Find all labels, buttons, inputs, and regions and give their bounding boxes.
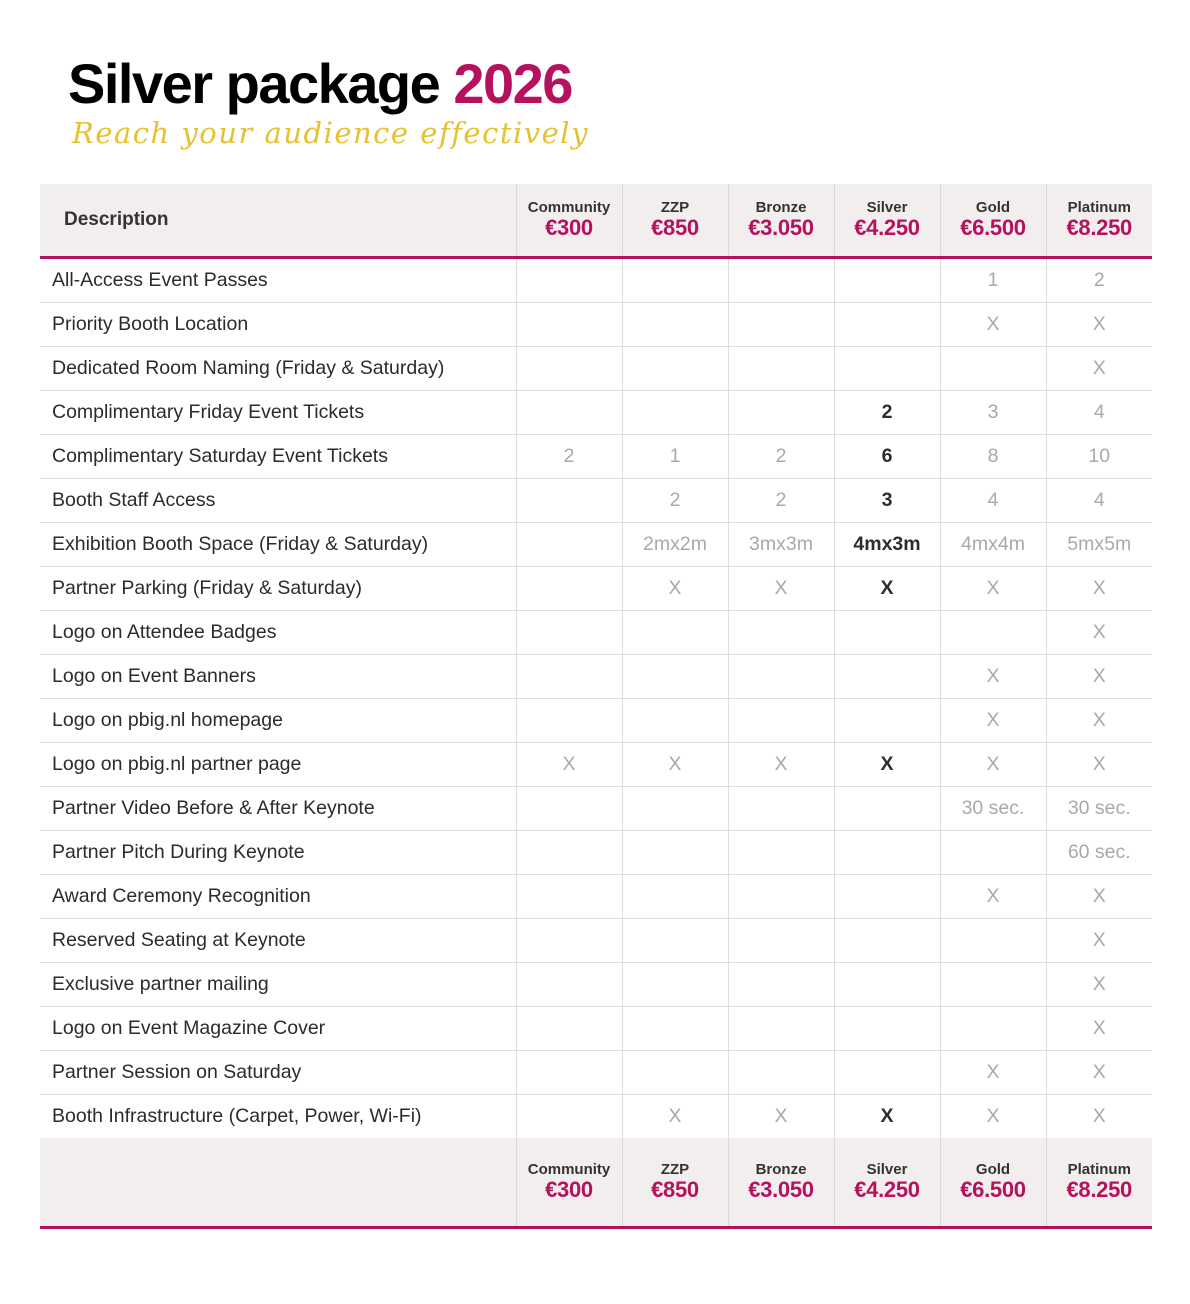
feature-value-zzp: X <box>622 1095 728 1139</box>
package-name: Bronze <box>755 1160 807 1178</box>
feature-label: All-Access Event Passes <box>40 258 516 303</box>
feature-value-gold: 30 sec. <box>940 787 1046 831</box>
feature-label: Complimentary Saturday Event Tickets <box>40 435 516 479</box>
table-row <box>40 303 1152 347</box>
feature-value-platinum: X <box>1046 611 1152 655</box>
table-row <box>40 1051 1152 1095</box>
feature-value-gold: X <box>940 1095 1046 1139</box>
feature-label: Partner Video Before & After Keynote <box>40 787 516 831</box>
header-package-bronze <box>728 184 834 258</box>
feature-value-zzp <box>622 655 728 699</box>
footer-package-silver <box>834 1138 940 1228</box>
feature-value-gold <box>940 919 1046 963</box>
feature-value-gold <box>940 611 1046 655</box>
package-name: Silver <box>866 198 908 216</box>
feature-value-silver <box>834 347 940 391</box>
feature-value-platinum: 4 <box>1046 391 1152 435</box>
table-row <box>40 699 1152 743</box>
package-name: ZZP <box>660 198 690 216</box>
feature-value-bronze <box>728 347 834 391</box>
package-price: €8.250 <box>1066 1177 1132 1203</box>
header-package-community <box>516 184 622 258</box>
feature-value-silver <box>834 1007 940 1051</box>
package-name: Gold <box>975 1160 1011 1178</box>
package-price: €850 <box>651 1177 699 1203</box>
package-name: Bronze <box>755 198 807 216</box>
feature-value-zzp <box>622 831 728 875</box>
feature-label: Complimentary Friday Event Tickets <box>40 391 516 435</box>
feature-value-bronze <box>728 611 834 655</box>
feature-value-platinum: 60 sec. <box>1046 831 1152 875</box>
feature-value-silver <box>834 655 940 699</box>
feature-label: Logo on pbig.nl partner page <box>40 743 516 787</box>
feature-value-platinum: X <box>1046 743 1152 787</box>
feature-value-zzp <box>622 963 728 1007</box>
feature-value-gold: 1 <box>940 258 1046 303</box>
table-row <box>40 1095 1152 1139</box>
package-price: €6.500 <box>960 215 1026 241</box>
feature-value-silver: X <box>834 1095 940 1139</box>
feature-value-bronze <box>728 963 834 1007</box>
feature-value-community <box>516 303 622 347</box>
feature-value-community <box>516 523 622 567</box>
footer-row <box>40 1138 1152 1228</box>
feature-label: Logo on pbig.nl homepage <box>40 699 516 743</box>
feature-value-gold <box>940 831 1046 875</box>
feature-value-platinum: X <box>1046 919 1152 963</box>
package-price: €3.050 <box>748 215 814 241</box>
table-body <box>40 258 1152 1139</box>
table-footer <box>40 1138 1152 1228</box>
feature-value-community <box>516 347 622 391</box>
feature-value-bronze <box>728 919 834 963</box>
feature-label: Exclusive partner mailing <box>40 963 516 1007</box>
feature-value-silver: 4mx3m <box>834 523 940 567</box>
feature-label: Logo on Event Magazine Cover <box>40 1007 516 1051</box>
feature-value-community <box>516 479 622 523</box>
package-name: Community <box>527 198 611 216</box>
package-name: Silver <box>866 1160 908 1178</box>
table-row <box>40 479 1152 523</box>
feature-label: Partner Session on Saturday <box>40 1051 516 1095</box>
feature-value-platinum: 30 sec. <box>1046 787 1152 831</box>
feature-value-platinum: X <box>1046 1051 1152 1095</box>
feature-value-community <box>516 391 622 435</box>
feature-value-silver <box>834 699 940 743</box>
feature-value-gold: X <box>940 655 1046 699</box>
table-header <box>40 184 1152 258</box>
footer-package-bronze <box>728 1138 834 1228</box>
table-row <box>40 875 1152 919</box>
title-main: Silver package <box>68 52 440 115</box>
feature-value-gold <box>940 963 1046 1007</box>
package-price: €8.250 <box>1066 215 1132 241</box>
feature-label: Partner Parking (Friday & Saturday) <box>40 567 516 611</box>
table-row <box>40 435 1152 479</box>
feature-value-bronze <box>728 875 834 919</box>
feature-value-community <box>516 1007 622 1051</box>
package-name: Gold <box>975 198 1011 216</box>
feature-value-bronze <box>728 258 834 303</box>
table-row <box>40 1007 1152 1051</box>
footer-package-community <box>516 1138 622 1228</box>
feature-value-bronze: 3mx3m <box>728 523 834 567</box>
table-row <box>40 919 1152 963</box>
feature-value-community <box>516 567 622 611</box>
package-name: Platinum <box>1067 198 1131 216</box>
table-row <box>40 258 1152 303</box>
feature-value-silver <box>834 919 940 963</box>
feature-value-platinum: 2 <box>1046 258 1152 303</box>
feature-label: Partner Pitch During Keynote <box>40 831 516 875</box>
feature-value-platinum: X <box>1046 875 1152 919</box>
feature-value-platinum: 4 <box>1046 479 1152 523</box>
feature-value-silver <box>834 831 940 875</box>
title-year: 2026 <box>453 52 572 115</box>
feature-label: Dedicated Room Naming (Friday & Saturday) <box>40 347 516 391</box>
feature-value-gold <box>940 1007 1046 1051</box>
footer-empty-cell <box>40 1138 516 1228</box>
description-header: Description <box>40 184 516 258</box>
feature-value-zzp <box>622 258 728 303</box>
table-row <box>40 347 1152 391</box>
feature-value-gold: 4mx4m <box>940 523 1046 567</box>
feature-value-bronze: 2 <box>728 435 834 479</box>
feature-value-platinum: 10 <box>1046 435 1152 479</box>
feature-value-bronze: X <box>728 1095 834 1139</box>
package-price: €4.250 <box>854 215 920 241</box>
footer-package-gold <box>940 1138 1046 1228</box>
feature-value-platinum: X <box>1046 699 1152 743</box>
table-row <box>40 963 1152 1007</box>
feature-value-gold: 4 <box>940 479 1046 523</box>
table-row <box>40 567 1152 611</box>
feature-label: Exhibition Booth Space (Friday & Saturday) <box>40 523 516 567</box>
package-price: €300 <box>545 215 593 241</box>
feature-value-gold: X <box>940 1051 1046 1095</box>
table-row <box>40 787 1152 831</box>
feature-value-gold: 8 <box>940 435 1046 479</box>
package-price: €4.250 <box>854 1177 920 1203</box>
feature-value-gold: X <box>940 699 1046 743</box>
feature-value-bronze: X <box>728 567 834 611</box>
feature-value-community <box>516 875 622 919</box>
page-subtitle: Reach your audience effectively <box>72 116 589 150</box>
feature-value-gold <box>940 347 1046 391</box>
feature-value-silver: X <box>834 567 940 611</box>
header-package-platinum <box>1046 184 1152 258</box>
footer-package-zzp <box>622 1138 728 1228</box>
feature-value-bronze: 2 <box>728 479 834 523</box>
feature-value-bronze <box>728 303 834 347</box>
feature-value-silver <box>834 1051 940 1095</box>
feature-value-platinum: X <box>1046 1007 1152 1051</box>
feature-value-community <box>516 787 622 831</box>
feature-value-zzp <box>622 303 728 347</box>
feature-value-silver: 2 <box>834 391 940 435</box>
feature-value-gold: X <box>940 567 1046 611</box>
feature-value-silver <box>834 303 940 347</box>
package-price: €300 <box>545 1177 593 1203</box>
feature-value-platinum: X <box>1046 655 1152 699</box>
feature-value-bronze <box>728 787 834 831</box>
feature-label: Award Ceremony Recognition <box>40 875 516 919</box>
feature-value-silver <box>834 963 940 1007</box>
feature-value-gold: 3 <box>940 391 1046 435</box>
feature-label: Priority Booth Location <box>40 303 516 347</box>
feature-value-bronze <box>728 1051 834 1095</box>
feature-value-zzp <box>622 391 728 435</box>
feature-value-silver: 6 <box>834 435 940 479</box>
header-package-gold <box>940 184 1046 258</box>
feature-value-silver: 3 <box>834 479 940 523</box>
feature-value-community <box>516 655 622 699</box>
feature-value-community <box>516 1095 622 1139</box>
feature-value-platinum: X <box>1046 963 1152 1007</box>
feature-value-zzp <box>622 919 728 963</box>
table-row <box>40 391 1152 435</box>
feature-value-community <box>516 699 622 743</box>
feature-value-zzp: 2 <box>622 479 728 523</box>
feature-value-platinum: X <box>1046 567 1152 611</box>
feature-value-bronze <box>728 831 834 875</box>
feature-value-zzp <box>622 347 728 391</box>
feature-value-zzp: X <box>622 567 728 611</box>
feature-value-community <box>516 919 622 963</box>
footer-package-platinum <box>1046 1138 1152 1228</box>
feature-value-platinum: X <box>1046 303 1152 347</box>
feature-value-zzp <box>622 699 728 743</box>
header-package-silver <box>834 184 940 258</box>
feature-value-silver <box>834 611 940 655</box>
feature-value-community <box>516 963 622 1007</box>
feature-value-zzp: 2mx2m <box>622 523 728 567</box>
feature-value-bronze <box>728 1007 834 1051</box>
feature-value-community: 2 <box>516 435 622 479</box>
feature-value-zzp <box>622 787 728 831</box>
feature-value-community: X <box>516 743 622 787</box>
package-price: €850 <box>651 215 699 241</box>
feature-value-community <box>516 831 622 875</box>
feature-value-zzp <box>622 875 728 919</box>
package-name: ZZP <box>660 1160 690 1178</box>
feature-value-bronze: X <box>728 743 834 787</box>
feature-value-zzp: 1 <box>622 435 728 479</box>
package-name: Community <box>527 1160 611 1178</box>
feature-value-bronze <box>728 655 834 699</box>
feature-value-community <box>516 1051 622 1095</box>
feature-value-bronze <box>728 699 834 743</box>
table-row <box>40 523 1152 567</box>
table-row <box>40 655 1152 699</box>
feature-label: Logo on Attendee Badges <box>40 611 516 655</box>
feature-value-gold: X <box>940 875 1046 919</box>
feature-value-bronze <box>728 391 834 435</box>
table-row <box>40 611 1152 655</box>
feature-value-zzp <box>622 1007 728 1051</box>
package-price: €6.500 <box>960 1177 1026 1203</box>
feature-label: Booth Staff Access <box>40 479 516 523</box>
feature-label: Booth Infrastructure (Carpet, Power, Wi-Fi) <box>52 1105 422 1127</box>
package-price: €3.050 <box>748 1177 814 1203</box>
feature-value-silver <box>834 875 940 919</box>
feature-value-platinum: X <box>1046 1095 1152 1139</box>
table-row <box>40 743 1152 787</box>
feature-value-gold: X <box>940 743 1046 787</box>
feature-value-silver: X <box>834 743 940 787</box>
feature-value-silver <box>834 787 940 831</box>
feature-value-zzp <box>622 1051 728 1095</box>
feature-value-gold: X <box>940 303 1046 347</box>
feature-label: Logo on Event Banners <box>40 655 516 699</box>
table-row <box>40 831 1152 875</box>
feature-value-silver <box>834 258 940 303</box>
package-comparison-table <box>40 184 1152 1229</box>
feature-value-zzp: X <box>622 743 728 787</box>
page-title <box>68 52 572 115</box>
feature-value-community <box>516 611 622 655</box>
package-name: Platinum <box>1067 1160 1131 1178</box>
header-row <box>40 184 1152 258</box>
feature-value-platinum: 5mx5m <box>1046 523 1152 567</box>
feature-value-zzp <box>622 611 728 655</box>
feature-value-community <box>516 258 622 303</box>
feature-value-platinum: X <box>1046 347 1152 391</box>
feature-label: Reserved Seating at Keynote <box>40 919 516 963</box>
header-package-zzp <box>622 184 728 258</box>
